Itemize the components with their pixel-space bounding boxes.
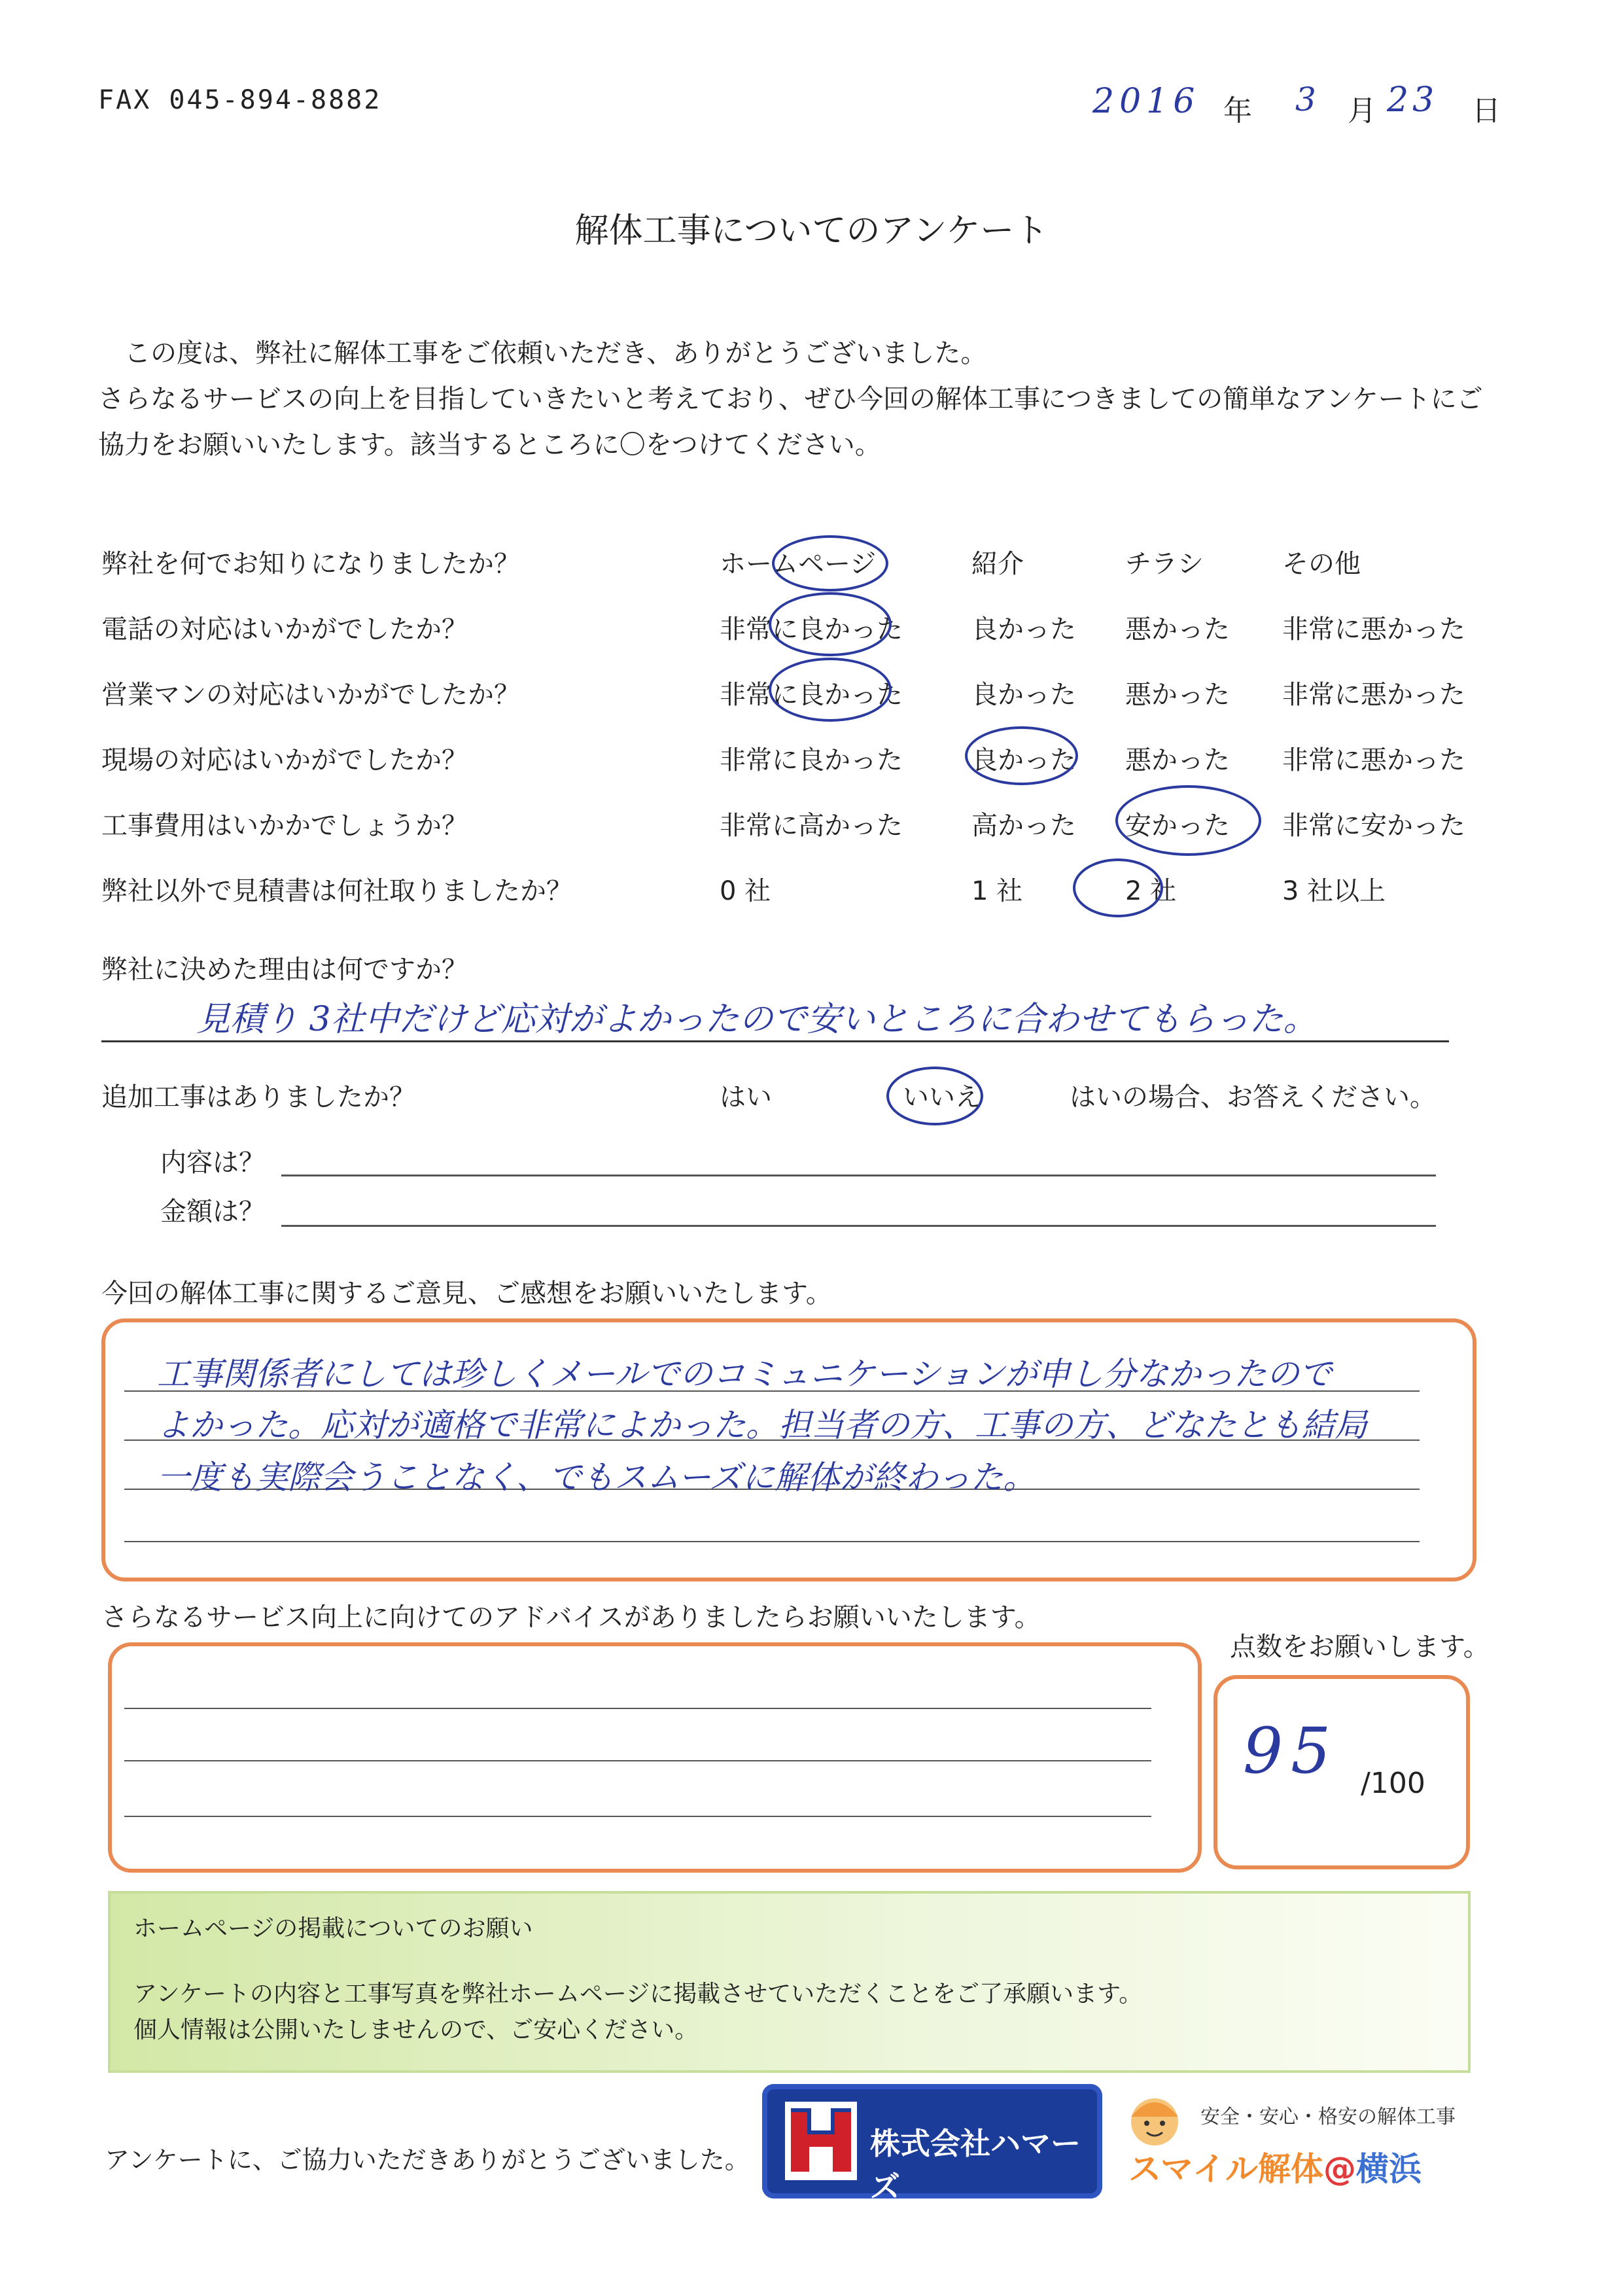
opinion-text-line: 一度も実際会うことなく、でもスムーズに解体が終わった。 bbox=[157, 1458, 1036, 1496]
answer-option: 紹介 bbox=[971, 549, 1024, 579]
additional-yes: はい bbox=[720, 1082, 772, 1112]
answer-option: 悪かった bbox=[1125, 614, 1230, 645]
selected-answer-circle bbox=[772, 535, 888, 592]
amount-line bbox=[281, 1225, 1436, 1227]
question-label: 電話の対応はいかがでしたか？ bbox=[101, 614, 468, 645]
answer-option: 良かった bbox=[971, 745, 1076, 775]
selected-answer-circle bbox=[1115, 785, 1261, 856]
intro-line: さらなるサービスの向上を目指していきたいと考えており、ぜひ今回の解体工事につきましての簡単なアンケートにご bbox=[98, 384, 1483, 414]
date-month: 3 bbox=[1295, 80, 1316, 118]
additional-note: はいの場合、お答えください。 bbox=[1070, 1082, 1436, 1112]
fax-number: FAX 045-894-8882 bbox=[98, 85, 382, 115]
intro-line: この度は、弊社に解体工事をご依頼いただき、ありがとうございました。 bbox=[124, 338, 987, 368]
smile-brand-at: @ bbox=[1323, 2150, 1356, 2188]
answer-option: 非常に安かった bbox=[1282, 811, 1465, 841]
opinion-text-line: 工事関係者にしては珍しくメールでのコミュニケーションが申し分なかったので bbox=[157, 1355, 1332, 1393]
reason-question: 弊社に決めた理由は何ですか？ bbox=[101, 955, 468, 985]
answer-option: ホームページ bbox=[720, 549, 877, 579]
advice-line bbox=[124, 1760, 1151, 1761]
advice-line bbox=[124, 1816, 1151, 1817]
intro-line: 協力をお願いいたします。該当するところに〇をつけてください。 bbox=[98, 430, 881, 460]
question-label: 現場の対応はいかがでしたか？ bbox=[101, 745, 468, 775]
additional-question: 追加工事はありましたか？ bbox=[101, 1082, 415, 1112]
answer-option: 非常に悪かった bbox=[1282, 680, 1465, 710]
answer-option: 高かった bbox=[971, 811, 1076, 841]
advice-label: さらなるサービス向上に向けてのアドバイスがありましたらお願いいたします。 bbox=[101, 1602, 1041, 1633]
date-year-label: 年 bbox=[1223, 94, 1252, 128]
h-logo-icon bbox=[782, 2098, 860, 2183]
answer-option: その他 bbox=[1282, 549, 1361, 579]
selected-answer-circle bbox=[965, 726, 1078, 785]
hammers-logo bbox=[762, 2084, 1102, 2204]
answer-option: 良かった bbox=[971, 614, 1076, 645]
answer-option: 非常に良かった bbox=[720, 680, 903, 710]
content-label: 内容は？ bbox=[160, 1148, 265, 1178]
question-label: 弊社以外で見積書は何社取りましたか？ bbox=[101, 876, 572, 906]
notice-line: 個人情報は公開いたしませんので、ご安心ください。 bbox=[133, 2017, 699, 2043]
notice-line: アンケートの内容と工事写真を弊社ホームページに掲載させていただくことをご了承願います。 bbox=[133, 1981, 1143, 2007]
smile-brand-a: スマイル解体 bbox=[1128, 2150, 1323, 2188]
date-day-label: 日 bbox=[1472, 94, 1501, 128]
question-label: 工事費用はいかかでしょうか？ bbox=[101, 811, 468, 841]
smile-face-icon bbox=[1122, 2091, 1194, 2149]
date-day: 23 bbox=[1387, 80, 1439, 120]
answer-option: 悪かった bbox=[1125, 745, 1230, 775]
smile-brand-b: 横浜 bbox=[1356, 2150, 1422, 2188]
smile-tagline: 安全・安心・格安の解体工事 bbox=[1200, 2106, 1456, 2128]
smile-kaitai-logo bbox=[1115, 2084, 1475, 2199]
score-max: /100 bbox=[1361, 1767, 1425, 1800]
additional-selected-circle bbox=[886, 1067, 983, 1125]
selected-answer-circle bbox=[1073, 858, 1163, 917]
date-month-label: 月 bbox=[1348, 94, 1376, 128]
company-name: 株式会社ハマーズ bbox=[870, 2126, 1081, 2204]
answer-option: 悪かった bbox=[1125, 680, 1230, 710]
advice-box bbox=[108, 1642, 1202, 1873]
amount-label: 金額は？ bbox=[160, 1197, 265, 1227]
opinion-label: 今回の解体工事に関するご意見、ご感想をお願いいたします。 bbox=[101, 1279, 832, 1309]
answer-option: 安かった bbox=[1125, 811, 1230, 841]
question-label: 弊社を何でお知りになりましたか？ bbox=[101, 549, 520, 579]
score-value: 95 bbox=[1243, 1714, 1339, 1788]
page-title: 解体工事についてのアンケート bbox=[574, 211, 1049, 251]
thanks-text: アンケートに、ご協力いただきありがとうございました。 bbox=[105, 2146, 750, 2174]
answer-option: 非常に良かった bbox=[720, 614, 903, 645]
answer-option: 3 社以上 bbox=[1282, 876, 1386, 906]
answer-option: 0 社 bbox=[720, 876, 771, 906]
answer-option: チラシ bbox=[1125, 549, 1204, 579]
selected-answer-circle bbox=[769, 658, 892, 722]
homepage-notice bbox=[108, 1891, 1471, 2073]
advice-line bbox=[124, 1708, 1151, 1709]
additional-no: いいえ bbox=[903, 1082, 981, 1112]
notice-title: ホームページの掲載についてのお願い bbox=[133, 1915, 533, 1942]
content-line bbox=[281, 1174, 1436, 1176]
smile-brand bbox=[1128, 2143, 1422, 2190]
reason-answer: 見積り 3社中だけど応対がよかったので安いところに合わせてもらった。 bbox=[196, 1000, 1318, 1039]
selected-answer-circle bbox=[769, 592, 892, 656]
question-label: 営業マンの対応はいかがでしたか？ bbox=[101, 680, 520, 710]
score-label: 点数をお願いします。 bbox=[1230, 1632, 1490, 1662]
intro-text bbox=[98, 330, 1524, 468]
answer-option: 1 社 bbox=[971, 876, 1023, 906]
answer-option: 良かった bbox=[971, 680, 1076, 710]
opinion-line bbox=[124, 1541, 1420, 1542]
date-year: 2016 bbox=[1092, 82, 1200, 121]
answer-option: 非常に良かった bbox=[720, 745, 903, 775]
answer-option: 非常に悪かった bbox=[1282, 745, 1465, 775]
answer-option: 非常に悪かった bbox=[1282, 614, 1465, 645]
answer-option: 2 社 bbox=[1125, 876, 1177, 906]
date bbox=[1086, 75, 1505, 128]
answer-option: 非常に高かった bbox=[720, 811, 903, 841]
opinion-text-line: よかった。応対が適格で非常によかった。担当者の方、工事の方、どなたとも結局 bbox=[157, 1406, 1367, 1444]
